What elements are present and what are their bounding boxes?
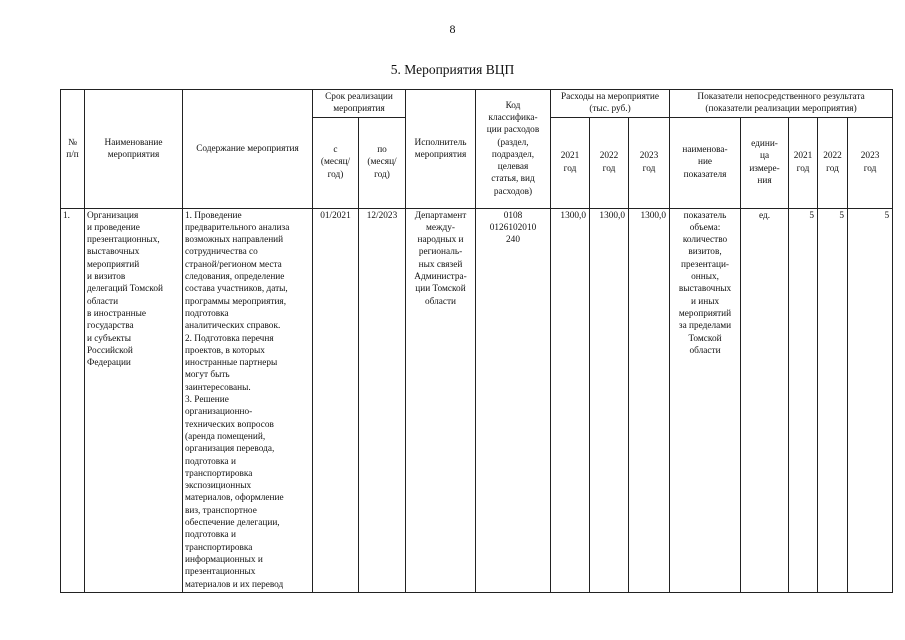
row-exp-2022: 1300,0: [590, 208, 629, 592]
row-exp-2021: 1300,0: [551, 208, 590, 592]
header-name: Наименование мероприятия: [85, 90, 183, 209]
row-exp-2023: 1300,0: [629, 208, 670, 592]
row-name: Организация и проведение презентационных, выставочных мероприятий и визитов делегаций Томской области в иностранные государства и субъекты Российской Федерации: [85, 208, 183, 592]
row-ind-2021: 5: [789, 208, 818, 592]
row-num: 1.: [61, 208, 85, 592]
table-row: [61, 208, 893, 592]
header-exp-2021: 2021 год: [551, 117, 590, 208]
row-indicator-unit: ед.: [741, 208, 789, 592]
header-content: Содержание мероприятия: [183, 90, 313, 209]
row-code: 0108 0126102010 240: [476, 208, 551, 592]
header-exp-2023: 2023 год: [629, 117, 670, 208]
row-ind-2022: 5: [818, 208, 848, 592]
header-num: № п/п: [61, 90, 85, 209]
header-ind-2021: 2021 год: [789, 117, 818, 208]
header-executor: Исполнитель мероприятия: [406, 90, 476, 209]
row-period-to: 12/2023: [359, 208, 406, 592]
row-indicator-name: показатель объема: количество визитов, презентаци- онных, выставочных и иных мероприятий за пределами Томской области: [670, 208, 741, 592]
header-exp-2022: 2022 год: [590, 117, 629, 208]
header-expenses-group: Расходы на мероприятие (тыс. руб.): [551, 90, 670, 118]
header-ind-2023: 2023 год: [848, 117, 893, 208]
page-number: 8: [449, 22, 456, 36]
header-indicator-name: наименова- ние показателя: [670, 117, 741, 208]
row-executor: Департамент между- народных и региональ- ных связей Администра- ции Томской области: [406, 208, 476, 592]
section-title: 5. Мероприятия ВЦП: [390, 62, 515, 77]
header-period-to: по (месяц/ год): [359, 117, 406, 208]
header-code: Код классифика- ции расходов (раздел, подраздел, целевая статья, вид расходов): [476, 90, 551, 209]
header-period-group: Срок реализации мероприятия: [313, 90, 406, 118]
row-content: 1. Проведение предварительного анализа возможных направлений сотрудничества со страной/регионом места следования, определение состава участников, даты, программы мероприятия, подготовка аналитических справок. 2. Подготовка перечня проектов, в которых иностранные партнеры могут быть заинтересованы. 3. Решение организационно- технических вопросов (аренда помещений, организация перевода, подготовка и транспортировка экспозиционных материалов, оформление виз, транспортное обеспечение делегации, подготовка и транспортировка информационных и презентационных материалов и их перевод: [183, 208, 313, 592]
header-indicators-group: Показатели непосредственного результата (показатели реализации мероприятия): [670, 90, 893, 118]
header-period-from: с (месяц/ год): [313, 117, 359, 208]
row-ind-2023: 5: [848, 208, 893, 592]
header-ind-2022: 2022 год: [818, 117, 848, 208]
header-indicator-unit: едини- ца измере- ния: [741, 117, 789, 208]
row-period-from: 01/2021: [313, 208, 359, 592]
header-row-1: [61, 90, 893, 118]
measures-table: [60, 89, 893, 593]
